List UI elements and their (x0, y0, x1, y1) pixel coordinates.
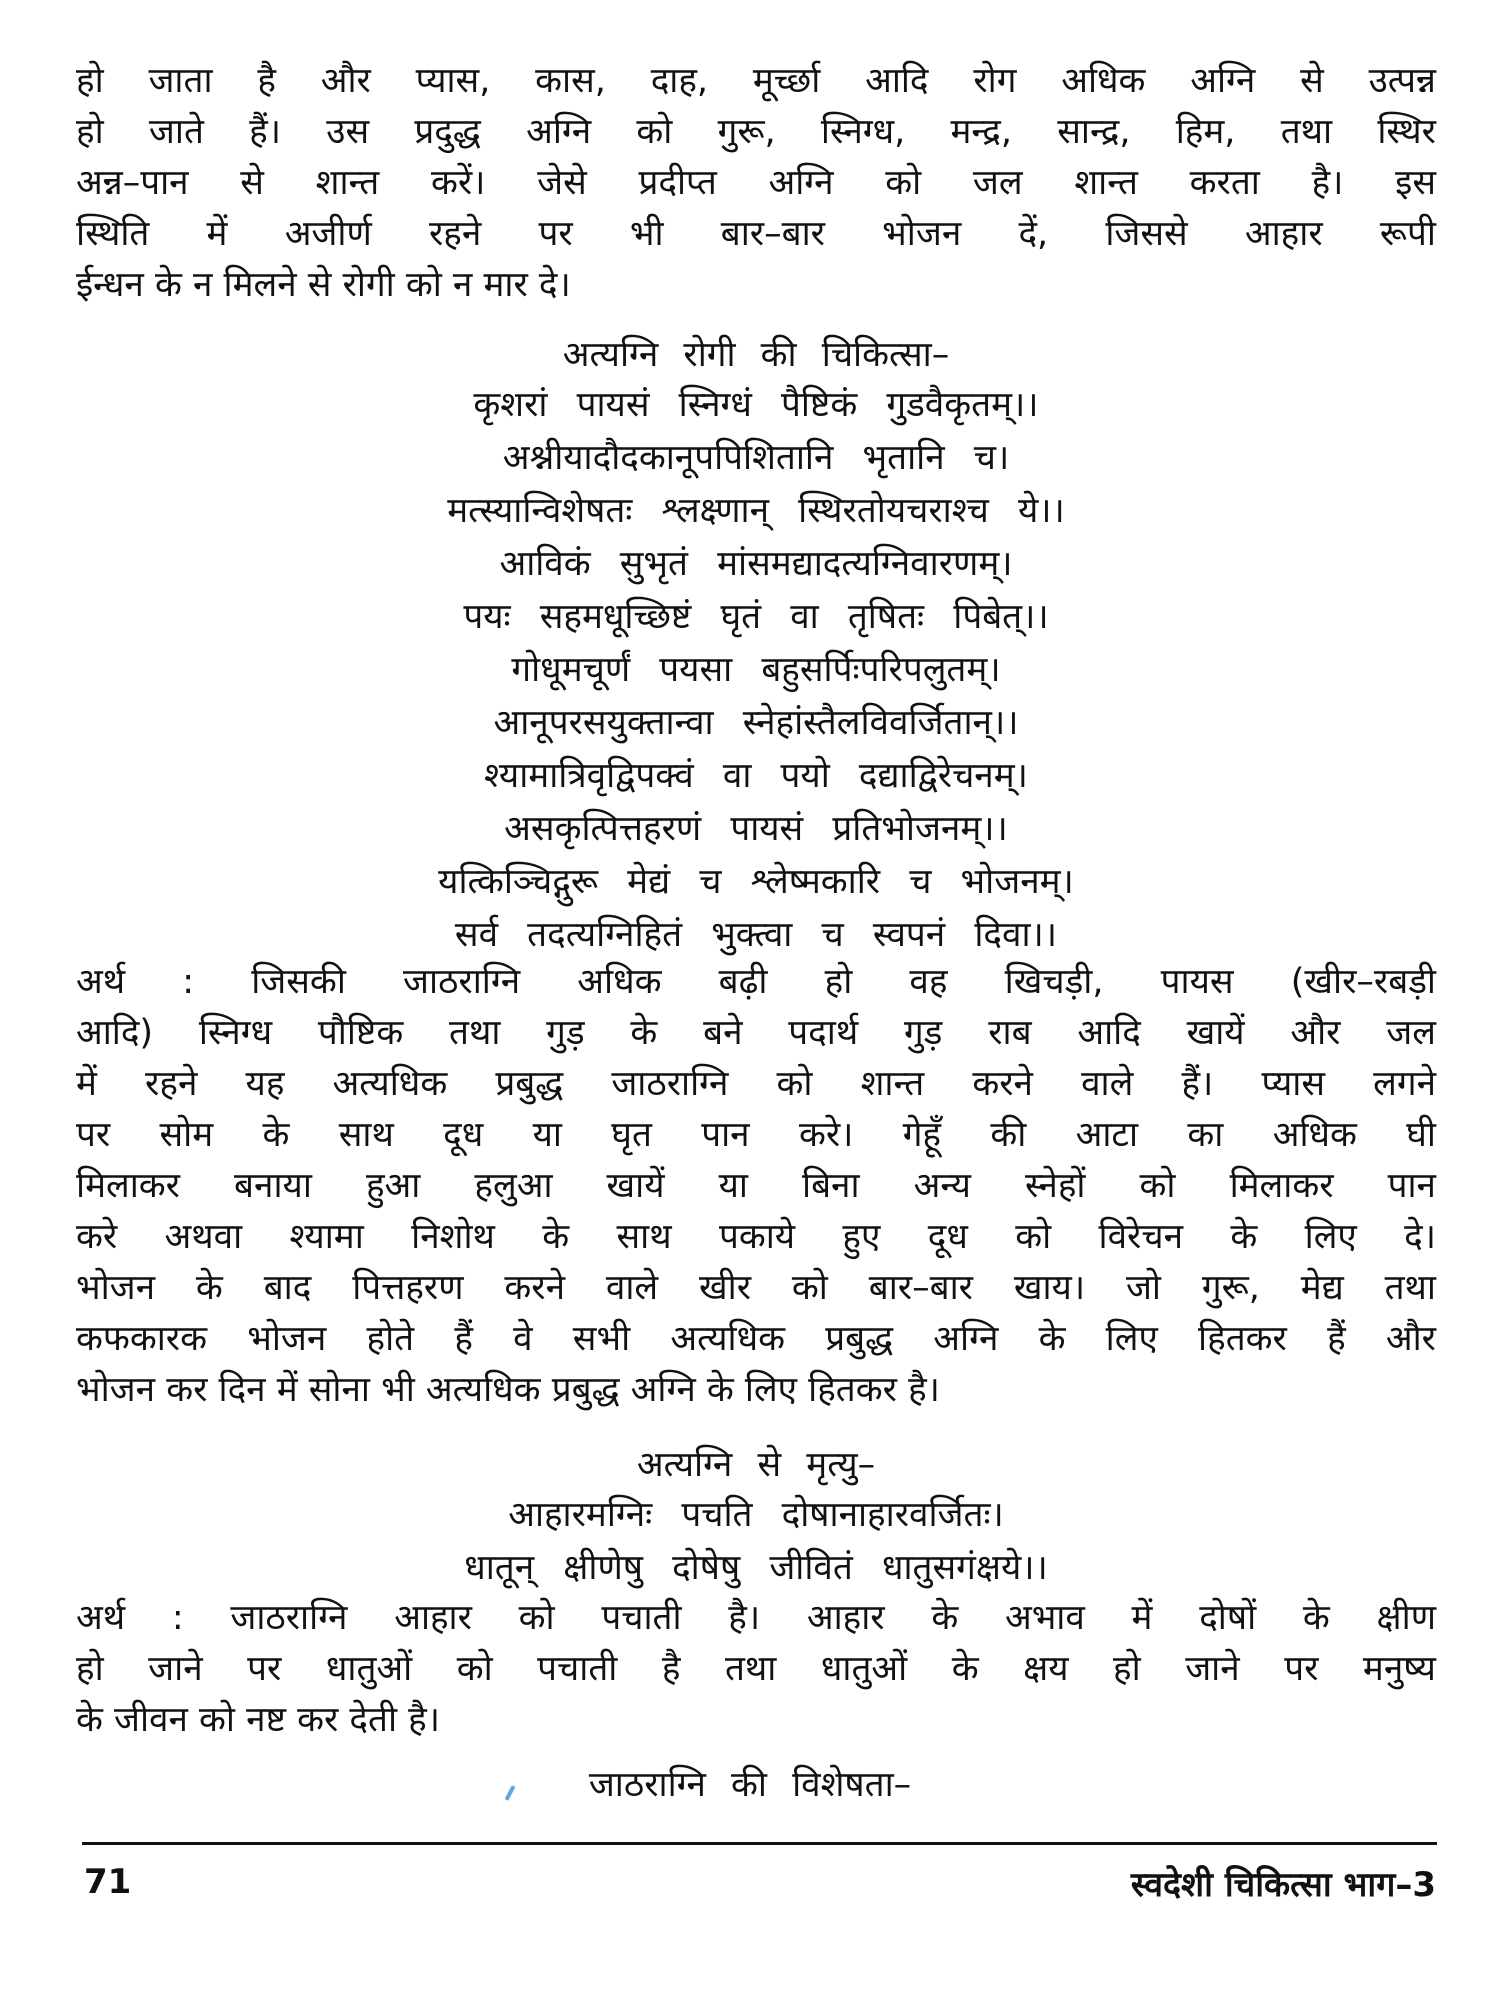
section-heading-death: अत्यग्नि से मृत्यु– (636, 1445, 876, 1485)
text-line: हो जाता है और प्यास, कास, दाह, मूर्च्छा आदि रोग अधिक अग्नि से उत्पन्न (76, 61, 1436, 101)
verse-line: गोधूमचूर्णं पयसा बहुसर्पिःपरिपलुतम्। (511, 650, 1001, 690)
sanskrit-verses-treatment (76, 379, 1436, 962)
verse-line: श्यामात्रिवृद्विपक्वं वा पयो दद्याद्विरेचनम्। (484, 756, 1028, 796)
page-number: 71 (84, 1862, 132, 1902)
text-line: स्थिति में अजीर्ण रहने पर भी बार–बार भोजन दें, जिससे आहार रूपी (76, 214, 1436, 254)
text-line: भोजन के बाद पित्तहरण करने वाले खीर को बार–बार खाय। जो गुरू, मेद्य तथा (76, 1268, 1436, 1308)
verse-line: मत्स्यान्विशेषतः श्लक्ष्णान् स्थिरतोयचराश्च ये।। (447, 491, 1065, 531)
verse-line: पयः सहमधूच्छिष्टं घृतं वा तृषितः पिबेत्।। (463, 597, 1049, 637)
verse-line: धातून् क्षीणेषु दोषेषु जीवितं धातुसगंक्षये।। (464, 1548, 1048, 1588)
verse-line: आहारमग्निः पचति दोषानाहारवर्जितः। (508, 1495, 1004, 1535)
text-line: के जीवन को नष्ट कर देती है। (76, 1700, 441, 1740)
text-line: अर्थ : जाठराग्नि आहार को पचाती है। आहार के अभाव में दोषों के क्षीण (76, 1598, 1436, 1638)
paragraph-meaning-death (76, 1593, 1436, 1746)
text-line: पर सोम के साथ दूध या घृत पान करे। गेहूँ की आटा का अधिक घी (76, 1115, 1436, 1155)
section-heading-treatment: अत्यग्नि रोगी की चिकित्सा– (562, 335, 950, 375)
text-line: में रहने यह अत्यधिक प्रबुद्ध जाठराग्नि को शान्त करने वाले हैं। प्यास लगने (76, 1064, 1436, 1104)
verse-line: अश्नीयादौदकानूपपिशितानि भृतानि च। (502, 438, 1010, 478)
text-line: हो जाने पर धातुओं को पचाती है तथा धातुओं के क्षय हो जाने पर मनुष्य (76, 1649, 1436, 1689)
verse-line: सर्व तदत्यग्निहितं भुक्त्वा च स्वपनं दिवा।। (454, 915, 1058, 955)
text-line: ईन्धन के न मिलने से रोगी को न मार दे। (76, 265, 571, 305)
verse-line: आविकं सुभृतं मांसमद्यादत्यग्निवारणम्। (499, 544, 1013, 584)
text-line: कफकारक भोजन होते हैं वे सभी अत्यधिक प्रबुद्ध अग्नि के लिए हितकर हैं और (76, 1319, 1436, 1359)
text-line: भोजन कर दिन में सोना भी अत्यधिक प्रबुद्ध अग्नि के लिए हितकर है। (76, 1370, 940, 1410)
text-line: करे अथवा श्यामा निशोथ के साथ पकाये हुए दूध को विरेचन के लिए दे। (76, 1217, 1436, 1257)
text-line: हो जाते हैं। उस प्रदुद्ध अग्नि को गुरू, स्निग्ध, मन्द्र, सान्द्र, हिम, तथा स्थिर (76, 112, 1436, 152)
verse-line: आनूपरसयुक्तान्वा स्नेहांस्तैलविवर्जितान्।। (493, 703, 1019, 743)
section-heading-specialty: जाठराग्नि की विशेषता– (588, 1765, 912, 1805)
sanskrit-verses-death (76, 1489, 1436, 1595)
verse-line: कृशरां पायसं स्निग्धं पैष्टिकं गुडवैकृतम्।। (473, 385, 1039, 425)
paragraph-meaning-treatment (76, 957, 1436, 1416)
verse-line: असकृत्पित्तहरणं पायसं प्रतिभोजनम्।। (504, 809, 1008, 849)
paragraph-intro (76, 56, 1436, 311)
book-title: स्वदेशी चिकित्सा भाग–3 (1130, 1865, 1436, 1905)
text-line: मिलाकर बनाया हुआ हलुआ खायें या बिना अन्य स्नेहों को मिलाकर पान (76, 1166, 1436, 1206)
text-line: अन्न–पान से शान्त करें। जेसे प्रदीप्त अग्नि को जल शान्त करता है। इस (76, 163, 1436, 203)
text-line: अर्थ : जिसकी जाठराग्नि अधिक बढ़ी हो वह खिचड़ी, पायस (खीर–रबड़ी (76, 962, 1436, 1002)
footer-divider (82, 1842, 1437, 1845)
verse-line: यत्किञ्चिद्गुरू मेद्यं च श्लेष्मकारि च भोजनम्। (438, 862, 1074, 902)
text-line: आदि) स्निग्ध पौष्टिक तथा गुड़ के बने पदार्थ गुड़ राब आदि खायें और जल (76, 1013, 1436, 1053)
